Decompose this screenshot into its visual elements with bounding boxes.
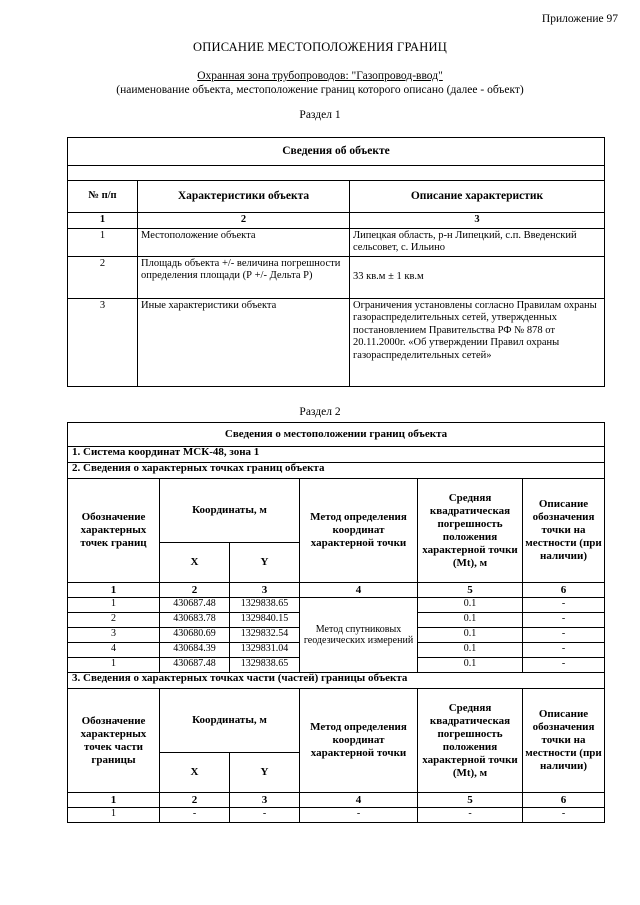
col-index: 2 xyxy=(160,793,230,808)
object-note: (наименование объекта, местоположение границ которого описано (далее - объект) xyxy=(116,84,524,96)
point-id: 3 xyxy=(68,628,160,643)
col-header-point-part: Обозначение характерных точек части границы xyxy=(68,689,160,793)
point-mt: 0.1 xyxy=(418,643,523,658)
col-header-x: X xyxy=(160,753,230,793)
col-index: 4 xyxy=(300,583,418,598)
col-index: 3 xyxy=(230,793,300,808)
col-index: 6 xyxy=(523,793,605,808)
coord-system: 1. Система координат МСК-48, зона 1 xyxy=(68,447,605,463)
section2-title: Раздел 2 xyxy=(299,406,341,418)
point-x: 430684.39 xyxy=(160,643,230,658)
point-desc: - xyxy=(523,658,605,673)
point-id: 1 xyxy=(68,598,160,613)
table-row xyxy=(68,808,605,823)
col-index: 1 xyxy=(68,583,160,598)
col-header-method: Метод определения координат характерной точки xyxy=(300,689,418,793)
document-title: ОПИСАНИЕ МЕСТОПОЛОЖЕНИЯ ГРАНИЦ xyxy=(193,40,447,54)
row-char: Иные характеристики объекта xyxy=(138,298,350,386)
col-index: 2 xyxy=(138,213,350,229)
appendix-label: Приложение 97 xyxy=(541,13,618,25)
point-mt: 0.1 xyxy=(418,628,523,643)
spacer-row xyxy=(68,166,605,181)
part-point-id: 1 xyxy=(68,808,160,823)
col-header-coords: Координаты, м xyxy=(160,479,300,543)
col-header-y: Y xyxy=(230,753,300,793)
row-char: Площадь объекта +/- величина погрешности определения площади (Р +/- Дельта Р) xyxy=(138,256,350,298)
point-mt: 0.1 xyxy=(418,658,523,673)
table-row xyxy=(68,228,605,256)
row-num: 2 xyxy=(68,256,138,298)
method-value: Метод спутниковых геодезических измерений xyxy=(300,598,418,673)
col-header-x: X xyxy=(160,543,230,583)
col-index: 5 xyxy=(418,793,523,808)
col-index: 6 xyxy=(523,583,605,598)
row-char: Местоположение объекта xyxy=(138,228,350,256)
col-index: 5 xyxy=(418,583,523,598)
point-id: 1 xyxy=(68,658,160,673)
col-header-description: Описание обозначения точки на местности (при наличии) xyxy=(523,689,605,793)
part-point-desc: - xyxy=(523,808,605,823)
object-name xyxy=(0,70,640,82)
section1-title: Раздел 1 xyxy=(299,109,341,121)
col-header-point: Обозначение характерных точек границ xyxy=(68,479,160,583)
row-desc: 33 кв.м ± 1 кв.м xyxy=(350,256,605,298)
col-header-desc: Описание характеристик xyxy=(350,181,605,213)
point-y: 1329832.54 xyxy=(230,628,300,643)
table-row xyxy=(68,256,605,298)
col-header-y: Y xyxy=(230,543,300,583)
part-point-method: - xyxy=(300,808,418,823)
point-desc: - xyxy=(523,613,605,628)
object-info-title: Сведения об объекте xyxy=(68,138,605,166)
col-header-coords: Координаты, м xyxy=(160,689,300,753)
row-num: 1 xyxy=(68,228,138,256)
point-y: 1329838.65 xyxy=(230,658,300,673)
table-row xyxy=(68,598,605,613)
object-name-text: Охранная зона трубопроводов: "Газопровод-ввод" xyxy=(197,70,443,82)
point-x: 430687.48 xyxy=(160,598,230,613)
col-header-accuracy: Средняя квадратическая погрешность положения характерной точки (Mt), м xyxy=(418,479,523,583)
row-desc: Ограничения установлены согласно Правилам охраны газораспределительных сетей, утвержденных постановлением Правительства РФ № 878 от 20.11.2000г. «Об утверждении Правил охраны газораспределительных сетей» xyxy=(350,298,605,386)
col-header-method: Метод определения координат характерной точки xyxy=(300,479,418,583)
col-index: 4 xyxy=(300,793,418,808)
point-x: 430680.69 xyxy=(160,628,230,643)
row-desc: Липецкая область, р-н Липецкий, с.п. Введенский сельсовет, с. Ильино xyxy=(350,228,605,256)
boundary-table-title: Сведения о местоположении границ объекта xyxy=(68,423,605,447)
point-id: 4 xyxy=(68,643,160,658)
col-header-char: Характеристики объекта xyxy=(138,181,350,213)
parts-section-title: 3. Сведения о характерных точках части (частей) границы объекта xyxy=(68,673,605,689)
part-point-x: - xyxy=(160,808,230,823)
col-header-description: Описание обозначения точки на местности (при наличии) xyxy=(523,479,605,583)
col-header-num: № п/п xyxy=(68,181,138,213)
boundary-location-table xyxy=(67,422,605,823)
col-index: 1 xyxy=(68,213,138,229)
point-x: 430683.78 xyxy=(160,613,230,628)
object-info-table xyxy=(67,137,605,387)
part-point-mt: - xyxy=(418,808,523,823)
part-point-y: - xyxy=(230,808,300,823)
table-row xyxy=(68,298,605,386)
point-desc: - xyxy=(523,628,605,643)
col-index: 2 xyxy=(160,583,230,598)
point-id: 2 xyxy=(68,613,160,628)
point-mt: 0.1 xyxy=(418,598,523,613)
point-mt: 0.1 xyxy=(418,613,523,628)
point-y: 1329840.15 xyxy=(230,613,300,628)
col-index: 3 xyxy=(350,213,605,229)
points-section-title: 2. Сведения о характерных точках границ объекта xyxy=(68,463,605,479)
col-index: 1 xyxy=(68,793,160,808)
point-y: 1329838.65 xyxy=(230,598,300,613)
col-index: 3 xyxy=(230,583,300,598)
col-header-accuracy: Средняя квадратическая погрешность положения характерной точки (Mt), м xyxy=(418,689,523,793)
point-x: 430687.48 xyxy=(160,658,230,673)
point-y: 1329831.04 xyxy=(230,643,300,658)
point-desc: - xyxy=(523,598,605,613)
point-desc: - xyxy=(523,643,605,658)
row-num: 3 xyxy=(68,298,138,386)
